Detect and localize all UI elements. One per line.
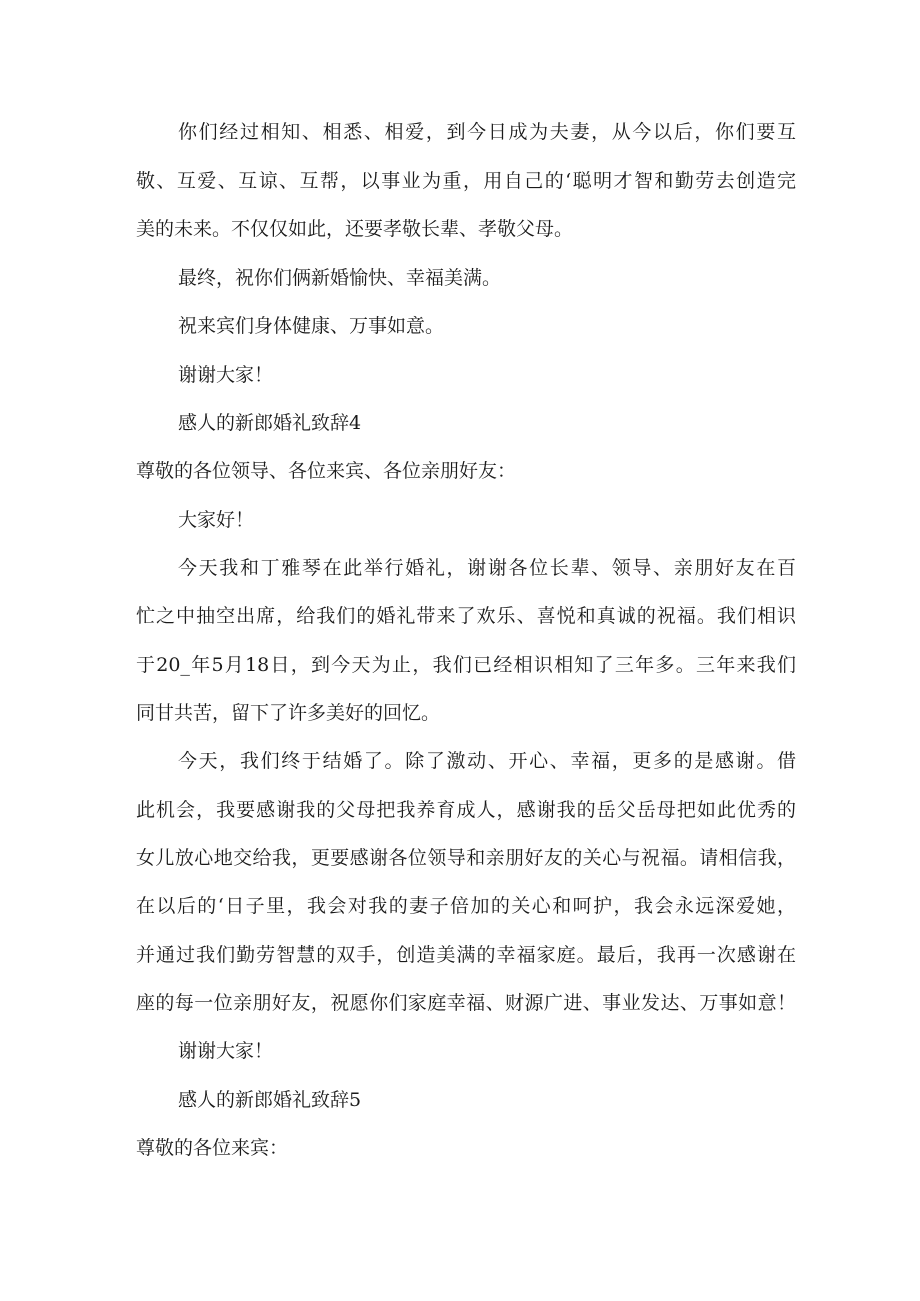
paragraph-line: 你们经过相知、相悉、相爱，到今日成为夫妻，从今以后，你们要互 [178, 121, 796, 143]
salutation-line: 尊敬的各位领导、各位来宾、各位亲朋好友： [136, 460, 517, 482]
paragraph-line: 于20_年5月18日，到今天为止，我们已经相识相知了三年多。三年来我们 [136, 654, 796, 676]
paragraph-line: 今天，我们终于结婚了。除了激动、开心、幸福，更多的是感谢。借 [178, 750, 796, 772]
paragraph-line: 敬、互爱、互谅、互帮，以事业为重，用自己的‘聪明才智和勤劳去创造完 [136, 170, 796, 192]
paragraph-line: 今天我和丁雅琴在此举行婚礼，谢谢各位长辈、领导、亲朋好友在百 [178, 557, 796, 579]
closing-line: 谢谢大家！ [178, 1040, 274, 1062]
paragraph-line: 最终，祝你们俩新婚愉快、幸福美满。 [178, 267, 502, 289]
paragraph-line: 祝来宾们身体健康、万事如意。 [178, 315, 445, 337]
paragraph-line: 同甘共苦，留下了许多美好的回忆。 [136, 702, 441, 724]
section-heading: 感人的新郎婚礼致辞5 [178, 1089, 362, 1111]
paragraph-line: 并通过我们勤劳智慧的双手，创造美满的幸福家庭。最后，我再一次感谢在 [136, 944, 796, 966]
paragraph-line: 此机会，我要感谢我的父母把我养育成人，感谢我的岳父岳母把如此优秀的 [136, 799, 796, 821]
paragraph-line: 忙之中抽空出席，给我们的婚礼带来了欢乐、喜悦和真诚的祝福。我们相识 [136, 605, 796, 627]
paragraph-line: 女儿放心地交给我，更要感谢各位领导和亲朋好友的关心与祝福。请相信我， [136, 847, 796, 869]
salutation-line: 尊敬的各位来宾： [136, 1137, 289, 1159]
greeting-line: 大家好！ [178, 509, 255, 531]
paragraph-line: 美的未来。不仅仅如此，还要孝敬长辈、孝敬父母。 [136, 218, 574, 240]
paragraph-line: 在以后的‘日子里，我会对我的妻子倍加的关心和呵护，我会永远深爱她， [136, 895, 796, 917]
section-heading: 感人的新郎婚礼致辞4 [178, 412, 362, 434]
closing-line: 谢谢大家！ [178, 364, 274, 386]
paragraph-line: 座的每一位亲朋好友，祝愿你们家庭幸福、财源广进、事业发达、万事如意！ [136, 992, 796, 1014]
